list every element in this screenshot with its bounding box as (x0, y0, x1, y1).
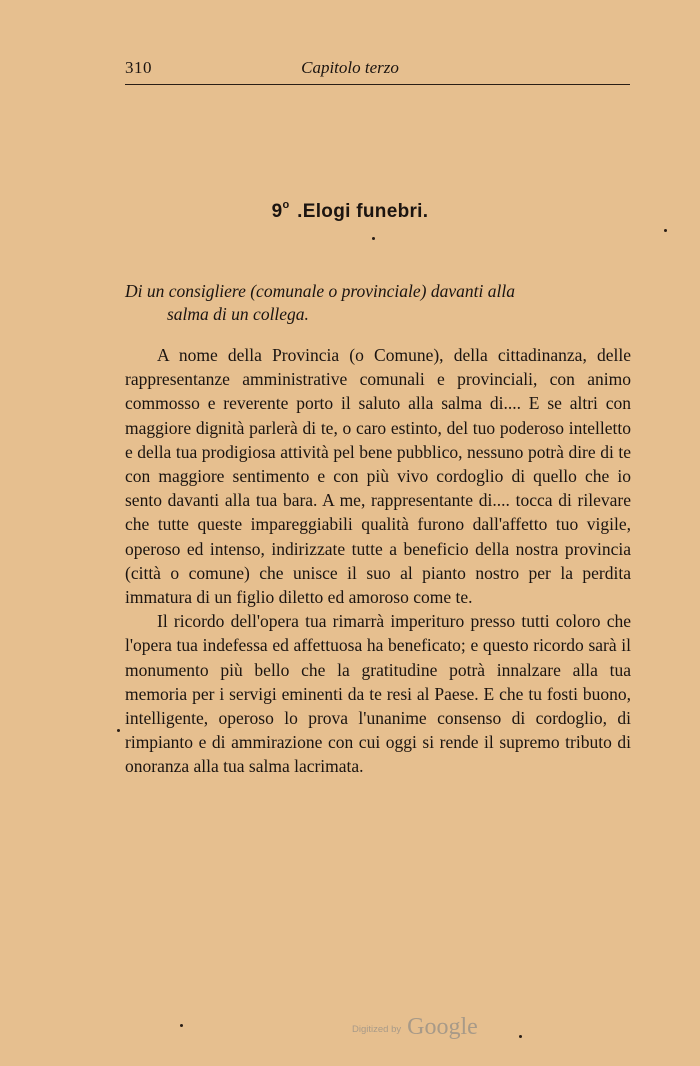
paragraph-1: A nome della Provincia (o Comune), della cittadinanza, delle rappresentanze amministrative comunali e provinciali, con animo commosso e reverente porto il saluto alla salma di.... E se altri con maggiore dignità parlerà di te, o caro estinto, del tuo poderoso intelletto e della tua prodigiosa attività pel bene pubblico, nessuno potrà dire di te con maggiore sentimento e con più vivo cordoglio di quello che io sento davanti alla tua bara. A me, rappresentante di.... tocca di rilevare che tutte queste impareggiabili qualità furono dall'affetto tuo vigile, operoso ed intenso, indirizzate tutte a beneficio della nostra provincia (città o comune) che unisce il suo al pianto nostro per la perdita immatura di un figlio diletto ed amoroso come te. (125, 345, 631, 608)
digitized-by-label: Digitized by (352, 1024, 402, 1035)
digitized-by-google-watermark (352, 1014, 478, 1041)
page-number: 310 (125, 58, 152, 77)
speech-body (125, 343, 631, 779)
ink-speck (180, 1024, 183, 1027)
ink-speck (372, 237, 375, 240)
speech-heading (125, 280, 631, 326)
ink-speck (664, 229, 667, 232)
header-rule (125, 84, 630, 85)
ink-speck (117, 729, 120, 732)
speech-heading-line-1: Di un consigliere (comunale o provinciale) davanti alla (125, 281, 515, 301)
section-title (0, 199, 700, 223)
ink-speck (519, 1035, 522, 1038)
section-number: 9 (271, 201, 283, 222)
paragraph-2: Il ricordo dell'opera tua rimarrà imperituro presso tutti coloro che l'opera tua indefessa ed affettuosa ha beneficato; e questo ricordo sarà il monumento più bello che la gratitudine potrà innalzare alla tua memoria per i servigi eminenti da te resi al Paese. E che tu fosti buono, intelligente, operoso lo prova l'unanime consenso di cordoglio, di rimpianto e di ammirazione con cui oggi si rende il supremo tributo di onoranza alla tua salma lacrimata. (125, 611, 631, 777)
running-title: Capitolo terzo (301, 58, 399, 77)
section-number-superscript: o (282, 199, 290, 211)
section-title-text: .Elogi funebri. (291, 201, 429, 222)
speech-heading-line-2: salma di un collega. (167, 304, 309, 324)
google-logo: Google (407, 1014, 478, 1040)
